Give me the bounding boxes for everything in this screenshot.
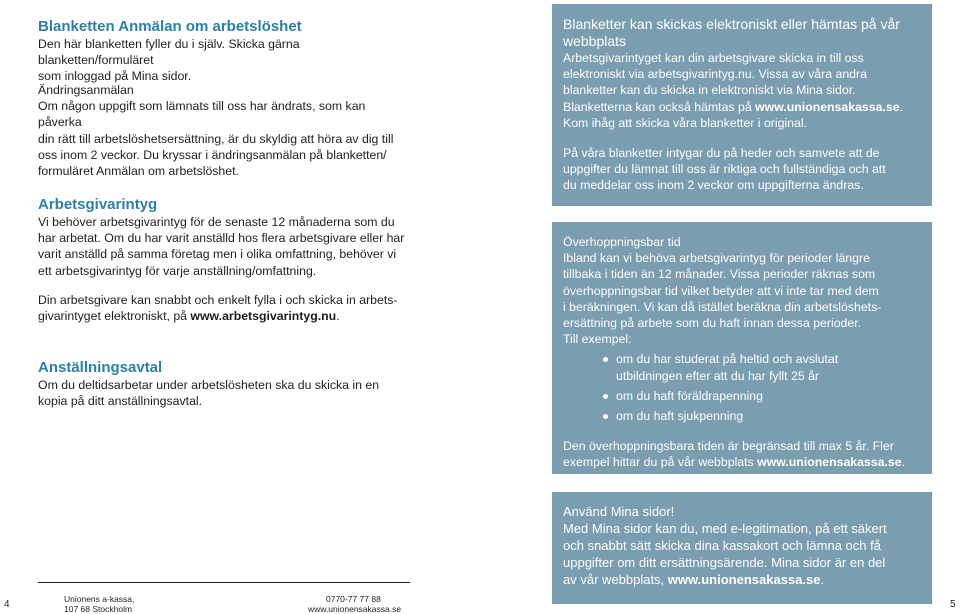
honor-line: uppgifter du lämnat till oss är riktiga och fullständiga och att [563,162,886,177]
employment-line: Om du deltidsarbetar under arbetslösheten ska du skicka in en [38,378,380,392]
forms-panel [552,4,932,206]
skippable-line: ersättning på arbete som du haft innan dessa perioder. [563,316,862,331]
employer-line: Din arbetsgivare kan snabbt och enkelt fylla i och skicka in arbets- [38,292,398,307]
change-section [38,82,408,179]
skippable-line: överhoppningsbar tid vilket betyder att vi inte tar med dem [563,283,879,298]
closing-prefix: exempel hittar du på vår webbplats [563,455,758,470]
intro-line: Den här blanketten fyller du i själv. Skicka gärna blanketten/formuläret [38,37,300,68]
list-item [563,388,925,404]
forms-line-suffix: . [899,99,903,114]
employment-heading: Anställningsavtal [38,359,163,376]
intro-section [38,18,408,85]
unionensakassa-link[interactable]: www.unionensakassa.se [757,455,902,470]
forms-heading-line: webbplats [563,33,627,49]
forms-line: elektroniskt via arbetsgivarintyg.nu. Vissa av våra andra [563,67,867,82]
employer-last-line [38,308,408,324]
intro-heading: Blanketten Anmälan om arbetslöshet [38,18,302,35]
skippable-line: i beräkningen. Vi kan då istället beräkna din arbetslöshets- [563,299,882,314]
honor-line: du meddelar oss inom 2 veckor om uppgifterna ändras. [563,178,864,193]
forms-line: Kom ihåg att skicka våra blanketter i original. [563,115,808,130]
my-pages-panel [552,492,932,604]
forms-line [563,99,925,115]
change-line: Om någon uppgift som lämnats till oss har ändrats, som kan påverka [38,99,366,130]
skippable-time-panel [552,222,932,474]
unionensakassa-link[interactable]: www.unionensakassa.se [667,572,821,587]
arbetsgivarintyg-link[interactable]: www.arbetsgivarintyg.nu [190,309,337,324]
employer-line: Vi behöver arbetsgivarintyg för de senaste 12 månaderna som du [38,215,395,229]
footer-address [64,594,134,614]
employer-last-prefix: givarintyget elektroniskt, på [38,309,191,324]
skippable-closing [563,454,925,470]
footer-phone: 0770-77 77 88 [326,594,381,604]
list-item-text: utbildningen efter att du har fyllt 25 år [616,368,820,383]
bullet-icon [603,414,608,419]
my-pages-line [563,571,925,588]
my-pages-line: uppgifter om ditt ersättningsärende. Mina sidor är en del [563,555,886,570]
unionensakassa-link[interactable]: www.unionensakassa.se [755,99,900,114]
employment-line: kopia på ditt anställningsavtal. [38,394,203,409]
honor-line: På våra blanketter intygar du på heder och samvete att de [563,146,880,161]
forms-heading-line: Blanketter kan skickas elektroniskt eller hämtas på vår [563,16,900,32]
list-item-text: om du haft sjukpenning [616,409,744,424]
footer-web[interactable]: www.unionensakassa.se [308,604,402,614]
change-line: oss inom 2 veckor. Du kryssar i ändringsanmälan på blanketten/ [38,147,387,162]
closing-suffix: . [901,455,905,470]
footer-contact [308,594,401,614]
my-pages-prefix: av vår webbplats, [563,572,668,587]
skippable-heading: Överhoppningsbar tid [563,235,681,249]
footer-divider [38,582,410,583]
my-pages-suffix: . [820,572,825,587]
change-subheading: Ändringsanmälan [38,83,134,97]
my-pages-line: Med Mina sidor kan du, med e-legitimation, på ett säkert [563,521,887,536]
employer-heading: Arbetsgivarintyg [38,196,158,213]
change-line: din rätt till arbetslöshetsersättning, är du skyldig att höra av dig till [38,131,394,146]
footer-org: Unionens a-kassa, [64,594,135,604]
bullet-icon [603,357,608,362]
employer-section [38,196,408,324]
footer-street: 107 68 Stockholm [64,604,133,614]
employer-line: ett arbetsgivarintyg för varje anställning/omfattning. [38,263,317,278]
skippable-line: Till exempel: [563,332,632,347]
skippable-line: Ibland kan vi behöva arbetsgivarintyg för perioder längre [563,251,870,266]
change-line: formuläret Anmälan om arbetslöshet. [38,164,239,179]
my-pages-line: och snabbt sätt skicka dina kassakort och lämna och få [563,538,881,553]
forms-line: blanketter kan du skicka in elektroniskt via Mina sidor. [563,83,856,98]
list-item [563,408,925,424]
employer-line: varit anställd på samma företag men i olika omfattning, behöver vi [38,247,397,262]
list-item-text: om du haft föräldrapenning [616,388,763,403]
list-item [563,351,925,383]
intro-line: som inloggad på Mina sidor. [38,69,192,84]
list-item-text: om du har studerat på heltid och avslutat [616,352,839,367]
page-number-left: 4 [4,599,10,610]
page-number-right: 5 [950,599,956,610]
example-list [563,351,925,424]
forms-line: Arbetsgivarintyget kan din arbetsgivare skicka in till oss [563,51,864,65]
my-pages-heading: Använd Mina sidor! [563,504,675,519]
forms-line-prefix: Blanketterna kan också hämtas på [563,99,756,114]
skippable-line: tillbaka i tiden än 12 månader. Vissa perioder räknas som [563,267,876,282]
bullet-icon [603,394,608,399]
employer-last-suffix: . [336,309,340,324]
skippable-closing: Den överhoppningsbara tiden är begränsad till max 5 år. Fler [563,439,894,454]
employment-section [38,359,408,409]
employer-line: har arbetat. Om du har varit anställd hos flera arbetsgivare eller har [38,231,405,246]
